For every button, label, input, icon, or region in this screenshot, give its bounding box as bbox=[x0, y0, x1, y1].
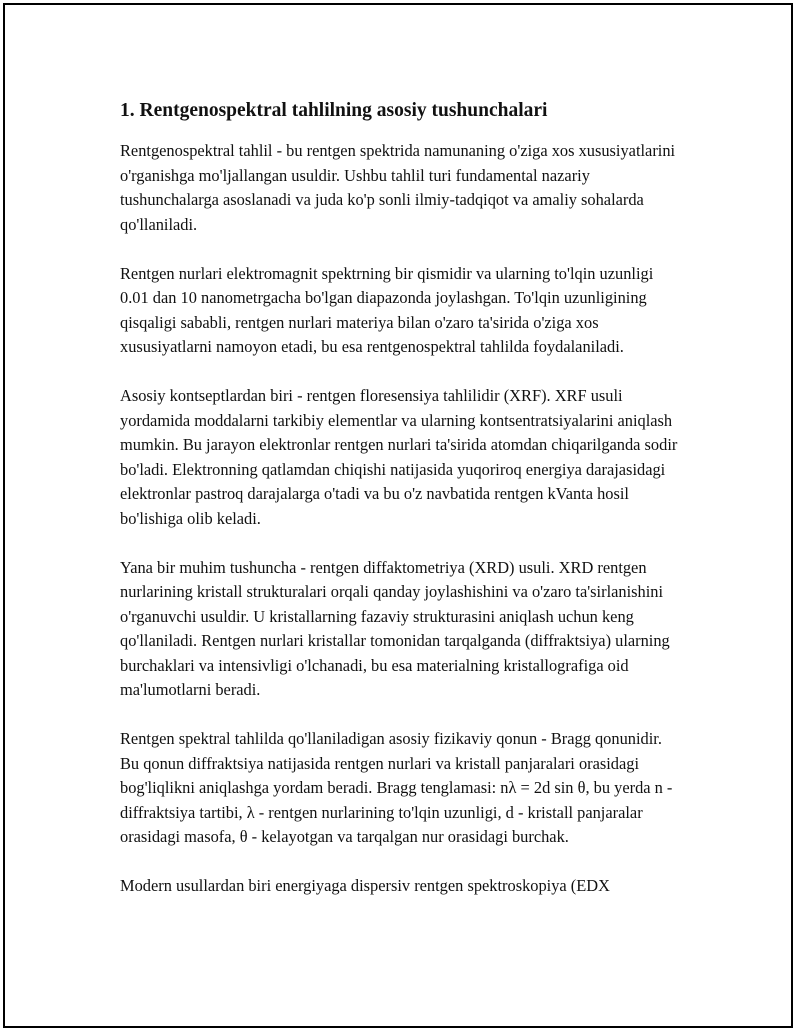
paragraph-edx: Modern usullardan biri energiyaga dispersiv rentgen spektroskopiya (EDX bbox=[120, 876, 610, 895]
document-page bbox=[3, 3, 793, 1028]
paragraph-intro: Rentgenospektral tahlil - bu rentgen spektrida namunaning o'ziga xos xususiyatlarini o'rganishga mo'ljallangan usuldir. Ushbu tahlil turi fundamental nazariy tushunchalarga asoslanadi va juda ko'p sonli ilmiy-tadqiqot va amaliy sohalarda qo'llaniladi. bbox=[120, 141, 676, 234]
paragraph-xrf: Asosiy kontseptlardan biri - rentgen floresensiya tahlilidir (XRF). XRF usuli yordamida moddalarni tarkibiy elementlar va ularning kontsentratsiyalarini aniqlash mumkin. Bu jarayon elektronlar rentgen nurlari ta'sirida atomdan chiqarilganda sodir bo'ladi. Elektronning qatlamdan chiqishi natijasida yuqoriroq energiya darajasidagi elektronlar pastroq darajalarga o'tadi va bu o'z navbatida rentgen kVanta hosil bo'lishiga olib keladi. bbox=[120, 386, 678, 528]
paragraph-xray-spectrum: Rentgen nurlari elektromagnit spektrning bir qismidir va ularning to'lqin uzunligi 0.01 dan 10 nanometrgacha bo'lgan diapazonda joylashgan. To'lqin uzunligining qisqaligi sababli, rentgen nurlari materiya bilan o'zaro ta'sirida o'ziga xos xususiyatlarni namoyon etadi, bu esa rentgenospektral tahlilda foydalaniladi. bbox=[120, 263, 654, 356]
document-body bbox=[120, 97, 680, 923]
paragraph-bragg-law: Rentgen spektral tahlilda qo'llaniladigan asosiy fizikaviy qonun - Bragg qonunidir. Bu qonun diffraktsiya natijasida rentgen nurlari va kristall panjaralari orasidagi bog'liqlikni aniqlashga yordam beradi. Bragg tenglamasi: nλ = 2d sin θ, bu yerda n - diffraktsiya tartibi, λ - rentgen nurlarining to'lqin uzunligi, d - kristall panjaralar orasidagi masofa, θ - kelayotgan va tarqalgan nur orasidagi burchak. bbox=[120, 729, 673, 846]
section-heading: 1. Rentgenospektral tahlilning asosiy tushunchalari bbox=[120, 100, 548, 121]
paragraph-xrd: Yana bir muhim tushuncha - rentgen diffaktometriya (XRD) usuli. XRD rentgen nurlarining kristall strukturalari orqali qanday joylashishini va o'zaro ta'sirlanishini o'rganuvchi usuldir. U kristallarning fazaviy strukturasini aniqlash uchun keng qo'llaniladi. Rentgen nurlari kristallar tomonidan tarqalganda (diffraktsiya) ularning burchaklari va intensivligi o'lchanadi, bu esa materialning kristallografiga oid ma'lumotlarni beradi. bbox=[120, 557, 670, 699]
